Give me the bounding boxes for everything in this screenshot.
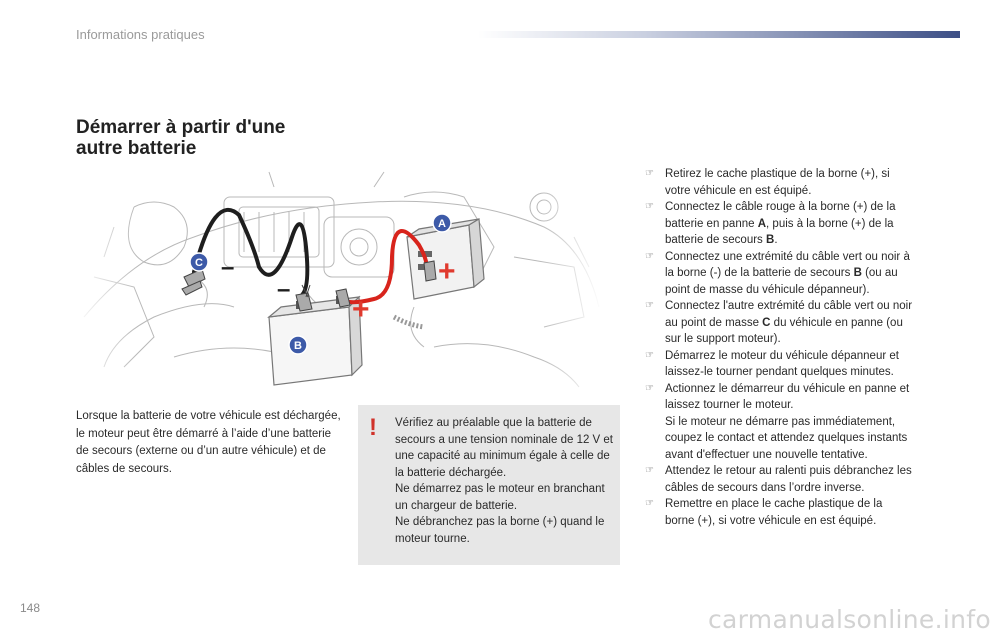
pointing-hand-icon: ☞ [645, 300, 654, 311]
exclamation-icon: ! [369, 414, 377, 441]
step-text [665, 249, 913, 299]
header-bar [478, 31, 960, 38]
instruction-steps [643, 166, 913, 529]
step-text-part: , puis à la borne (+) de la batterie de secours [665, 217, 894, 246]
step-text-part: Démarrez le moteur du véhicule dépanneur et laissez-le tourner pendant quelques minutes. [665, 349, 899, 378]
warning-line: Ne débranchez pas la borne (+) quand le moteur tourne. [395, 516, 605, 545]
step-text-part: Actionnez le démarreur du véhicule en panne et laissez tourner le moteur. [665, 382, 910, 411]
pointing-hand-icon: ☞ [645, 250, 654, 262]
step-extra-text: Si le moteur ne démarre pas immédiatement, coupez le contact et attendez quelques instants avant d'effectuer une nouvelle tentative. [665, 415, 908, 461]
step-text-part: du véhicule en panne (ou sur le support moteur). [665, 316, 903, 345]
step-text-part: Attendez le retour au ralenti puis débranchez les câbles de secours dans l’ordre inverse. [665, 465, 912, 494]
step-text [665, 463, 913, 496]
step-reference: B [853, 267, 862, 279]
section-title: Informations pratiques [76, 27, 205, 42]
step-item [643, 496, 913, 529]
step-text-part: Connectez une extrémité du câble vert ou noir à la borne (-) de la batterie de secours [665, 250, 910, 279]
step-item [643, 348, 913, 381]
step-text-part: Retirez le cache plastique de la borne (+), si votre véhicule en est équipé. [665, 168, 890, 197]
watermark: carmanualsonline.info [708, 605, 991, 634]
step-text-part: Remettre en place le cache plastique de la borne (+), si votre véhicule en est équipé. [665, 498, 883, 527]
step-text [665, 166, 913, 199]
step-reference: A [757, 217, 767, 230]
pointing-hand-icon: ☞ [645, 349, 654, 361]
warning-line: Vérifiez au préalable que la batterie de secours a une tension nominale de 12 V et une capacité au minimum égale à celle de la batterie déchargée. [395, 417, 614, 479]
step-reference: C [762, 316, 771, 329]
page-title-line2: autre batterie [76, 138, 197, 159]
pointing-hand-icon: ☞ [645, 498, 654, 509]
step-text-part: (ou au point de masse du véhicule dépanneur). [665, 267, 898, 296]
step-reference: B [766, 234, 775, 246]
step-item [643, 463, 913, 496]
pointing-hand-icon: ☞ [645, 382, 654, 394]
engine-bay-illustration [74, 167, 602, 397]
step-text [665, 199, 913, 249]
step-item [643, 381, 913, 464]
intro-paragraph: Lorsque la batterie de votre véhicule est déchargée, le moteur peut être démarré à l’aide d’une batterie de secours (externe ou d’un autre véhicule) et de câbles de secours. [76, 410, 341, 475]
step-item [643, 166, 913, 199]
page-title-line1: Démarrer à partir d'une [76, 117, 286, 138]
step-text-part: Connectez l'autre extrémité du câble vert ou noir au point de masse [665, 300, 913, 329]
step-text-part: . [774, 234, 778, 246]
page-number: 148 [20, 601, 41, 615]
step-text [665, 298, 913, 348]
step-item [643, 298, 913, 348]
step-text [665, 348, 913, 381]
warning-box [358, 405, 620, 565]
step-text [665, 496, 913, 529]
pointing-hand-icon: ☞ [645, 168, 654, 179]
warning-line: Ne démarrez pas le moteur en branchant un chargeur de batterie. [395, 483, 605, 512]
pointing-hand-icon: ☞ [645, 465, 654, 476]
step-item [643, 249, 913, 299]
pointing-hand-icon: ☞ [645, 201, 654, 212]
step-text [665, 381, 913, 414]
step-text-part: Connectez le câble rouge à la borne (+) de la batterie en panne [665, 201, 896, 230]
step-item [643, 199, 913, 249]
warning-text [395, 415, 617, 547]
page-title [76, 117, 376, 159]
